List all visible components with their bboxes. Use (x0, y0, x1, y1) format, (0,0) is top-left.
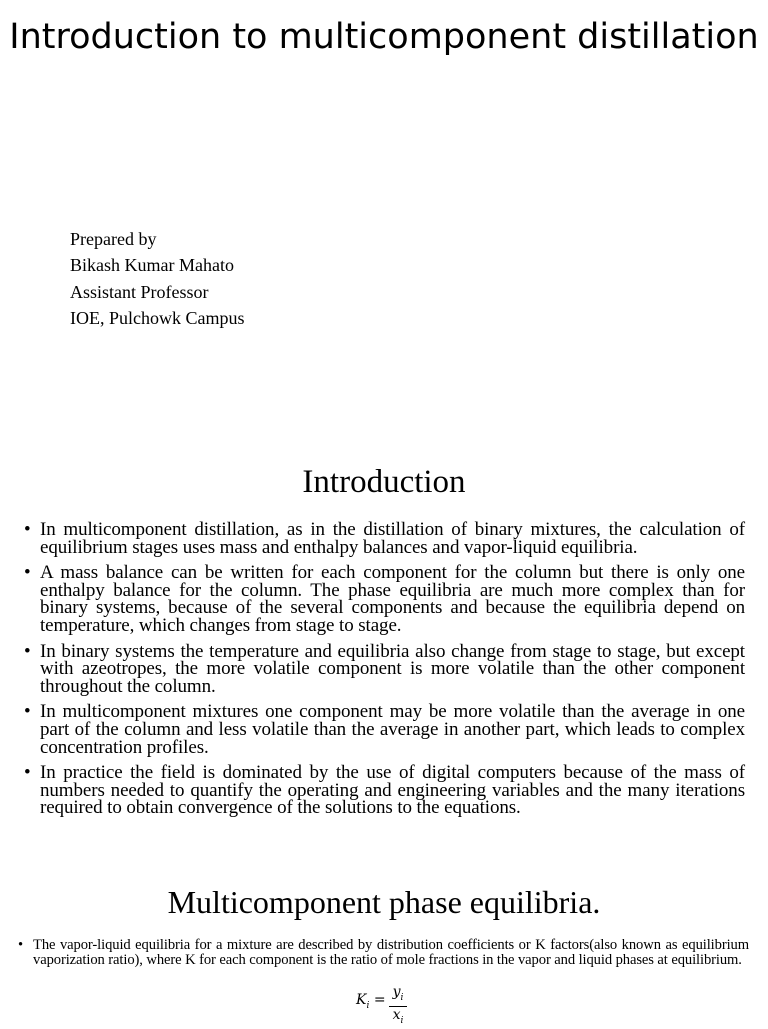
bullet-icon: • (24, 519, 31, 540)
lhs-subscript: i (366, 1000, 370, 1011)
bullet-text: In multicomponent mixtures one component may be more volatile than the average in one part of the column and less volatile than the average in another part, which leads to complex concentration profiles. (40, 701, 745, 758)
list-item (24, 564, 745, 634)
bullet-text: In practice the field is dominated by the use of digital computers because of the mass of numbers needed to quantify the operating and engineering variables and the many iterations required to obtain convergence of the solutions to the equations. (40, 762, 745, 819)
list-item (18, 938, 749, 968)
slide-heading: Introduction (302, 464, 466, 500)
fraction-denominator (389, 1007, 407, 1029)
bullet-icon: • (18, 937, 24, 953)
list-item (24, 703, 745, 756)
presentation-title: Introduction to multicomponent distillation (9, 17, 759, 57)
credit-prepared-by: Prepared by (70, 229, 157, 249)
denominator-subscript: i (400, 1015, 404, 1026)
slide-title (0, 0, 768, 432)
numerator-subscript: i (400, 992, 404, 1003)
equation-fraction (389, 984, 407, 1029)
credit-author-name: Bikash Kumar Mahato (70, 255, 234, 276)
slide-introduction (0, 440, 768, 858)
bullet-icon: • (24, 562, 31, 584)
bullet-icon: • (24, 640, 31, 662)
bullet-list (18, 938, 749, 968)
equals-sign: = (373, 992, 386, 1008)
fraction-numerator (389, 984, 407, 1006)
bullet-text: A mass balance can be written for each component for the column but there is only one enthalpy balance for the column. The phase equilibria are much more complex than for binary systems, because of the several components and because the equilibria depend on temperature, which changes from stage to stage. (40, 562, 745, 636)
lhs-symbol: K (356, 992, 367, 1008)
bullet-text: In multicomponent distillation, as in the distillation of binary mixtures, the calculation of equilibrium stages uses mass and enthalpy balances and vapor-liquid equilibria. (40, 519, 745, 558)
equation-lhs (356, 992, 386, 1011)
denominator-symbol: x (392, 1006, 401, 1023)
bullet-text: In binary systems the temperature and equilibria also change from stage to stage, but except with azeotropes, the more volatile component is more volatile than the other component throughout the column. (40, 640, 745, 697)
bullet-icon: • (24, 762, 31, 784)
bullet-icon: • (24, 701, 31, 723)
list-item (24, 640, 745, 697)
slide-heading: Multicomponent phase equilibria. (167, 884, 601, 920)
list-item (24, 521, 745, 556)
slide-phase-equilibria (0, 866, 768, 1024)
author-credits (70, 226, 245, 331)
list-item (24, 764, 745, 817)
numerator-symbol: y (392, 984, 401, 1000)
bullet-list (24, 521, 745, 825)
credit-author-role: Assistant Professor (70, 281, 209, 302)
credit-institution: IOE, Pulchowk Campus (70, 307, 245, 328)
bullet-text: The vapor-liquid equilibria for a mixture are described by distribution coefficients or K factors(also known as equilibrium vaporization ratio), where K for each component is the ratio of mole fractions in the vapor and liquid phases at equilibrium. (33, 937, 749, 968)
